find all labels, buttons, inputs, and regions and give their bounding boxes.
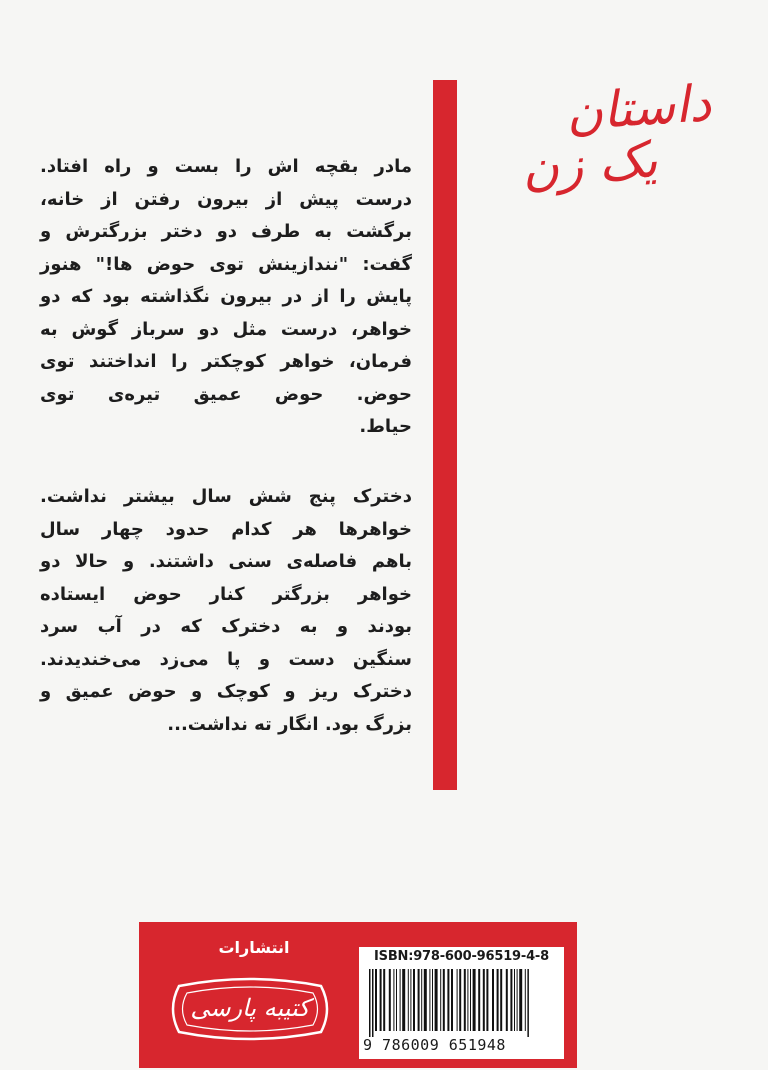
barcode-bar: [525, 969, 526, 1031]
barcode-bar: [383, 969, 385, 1031]
book-title-line1: داستان: [564, 74, 713, 142]
barcode-bar: [519, 969, 522, 1031]
barcode-bar: [418, 969, 420, 1031]
text-line: خواهر بزرگتر کنار حوض ایستاده: [40, 583, 412, 605]
text-line: خواهر، درست مثل دو سرباز گوش به: [40, 318, 412, 340]
barcode-bar: [457, 969, 458, 1031]
text-line: مادر بقچه اش را بست و راه افتاد.: [40, 156, 412, 177]
barcode-bar: [527, 969, 529, 1037]
isbn-barcode-area: [359, 947, 564, 1059]
synopsis-paragraph-2: [40, 481, 412, 741]
red-vertical-bar: [433, 80, 457, 790]
barcode-bar: [514, 969, 515, 1031]
text-line: دخترک پنج شش سال بیشتر نداشت.: [40, 486, 412, 507]
barcode-bar: [375, 969, 377, 1031]
barcode-bar: [372, 969, 374, 1037]
barcode-bar: [424, 969, 427, 1031]
barcode-bar: [393, 969, 394, 1031]
barcode-bar: [413, 969, 415, 1031]
barcode-bar: [506, 969, 508, 1031]
text-line: حوض. حوض عمیق تیره‌ی توی: [40, 383, 412, 405]
barcode-bar: [410, 969, 411, 1031]
text-line: پایش را از در بیرون نگذاشته بود که دو: [40, 286, 412, 307]
text-line: فرمان، خواهر کوچکتر را انداختند توی: [40, 351, 412, 372]
text-line: باهم فاصله‌ی سنی داشتند. و حالا دو: [40, 551, 412, 572]
text-line: بودند و به دخترک که در آب سرد: [40, 616, 412, 637]
barcode-bar: [435, 969, 438, 1031]
book-title: [470, 74, 725, 198]
barcode-bar: [500, 969, 502, 1031]
text-line: دخترک ریز و کوچک و حوض عمیق و: [40, 681, 412, 702]
book-title-line2: یک زن: [519, 130, 659, 198]
barcode-bar: [497, 969, 499, 1031]
text-line: گفت: "نندازینش توی حوض ها!" هنوز: [40, 253, 412, 275]
publisher-box: [139, 922, 577, 1068]
barcode-bar: [421, 969, 422, 1031]
barcode-bar: [451, 969, 453, 1031]
text-line: سنگین دست و پا می‌زد می‌خندیدند.: [40, 648, 412, 670]
barcode-bar: [432, 969, 433, 1031]
barcode-digits: 9 786009 651948: [363, 1036, 506, 1054]
barcode-bar: [369, 969, 371, 1037]
barcode-bar: [429, 969, 430, 1031]
text-line: درست پیش از بیرون رفتن از خانه،: [40, 188, 412, 210]
text-line: حیاط.: [359, 416, 412, 437]
barcode-bar: [464, 969, 466, 1031]
barcode-bar: [517, 969, 518, 1031]
barcode-bar: [510, 969, 512, 1031]
barcode-bar: [447, 969, 449, 1031]
publisher-logo-icon: [161, 966, 339, 1052]
barcode-bar: [483, 969, 485, 1031]
barcode-bar: [380, 969, 382, 1031]
text-line: خواهرها هر کدام حدود چهار سال: [40, 518, 412, 540]
barcode-graphic: [367, 969, 557, 1037]
barcode-bar: [400, 969, 401, 1031]
barcode-bar: [443, 969, 445, 1031]
publisher-logo-text: کتیبه پارسی: [190, 994, 310, 1022]
barcode-bar: [478, 969, 480, 1031]
text-line: بزرگ بود. انگار ته نداشت...: [167, 713, 412, 735]
barcode-bar: [467, 969, 468, 1031]
isbn-label: ISBN:978-600-96519-4-8: [374, 949, 549, 964]
text-line: برگشت به طرف دو دختر بزرگترش و: [40, 221, 412, 242]
barcode-bar: [459, 969, 461, 1031]
barcode-bar: [440, 969, 441, 1031]
barcode-bar: [389, 969, 391, 1031]
barcode-bar: [492, 969, 494, 1031]
barcode-bar: [402, 969, 405, 1031]
barcode-bar: [408, 969, 409, 1031]
publisher-label: انتشارات: [218, 938, 290, 957]
barcode-bar: [486, 969, 488, 1031]
barcode-bar: [470, 969, 471, 1031]
synopsis-paragraph-1: [40, 151, 412, 444]
barcode-bar: [396, 969, 397, 1031]
barcode-bar: [473, 969, 476, 1031]
